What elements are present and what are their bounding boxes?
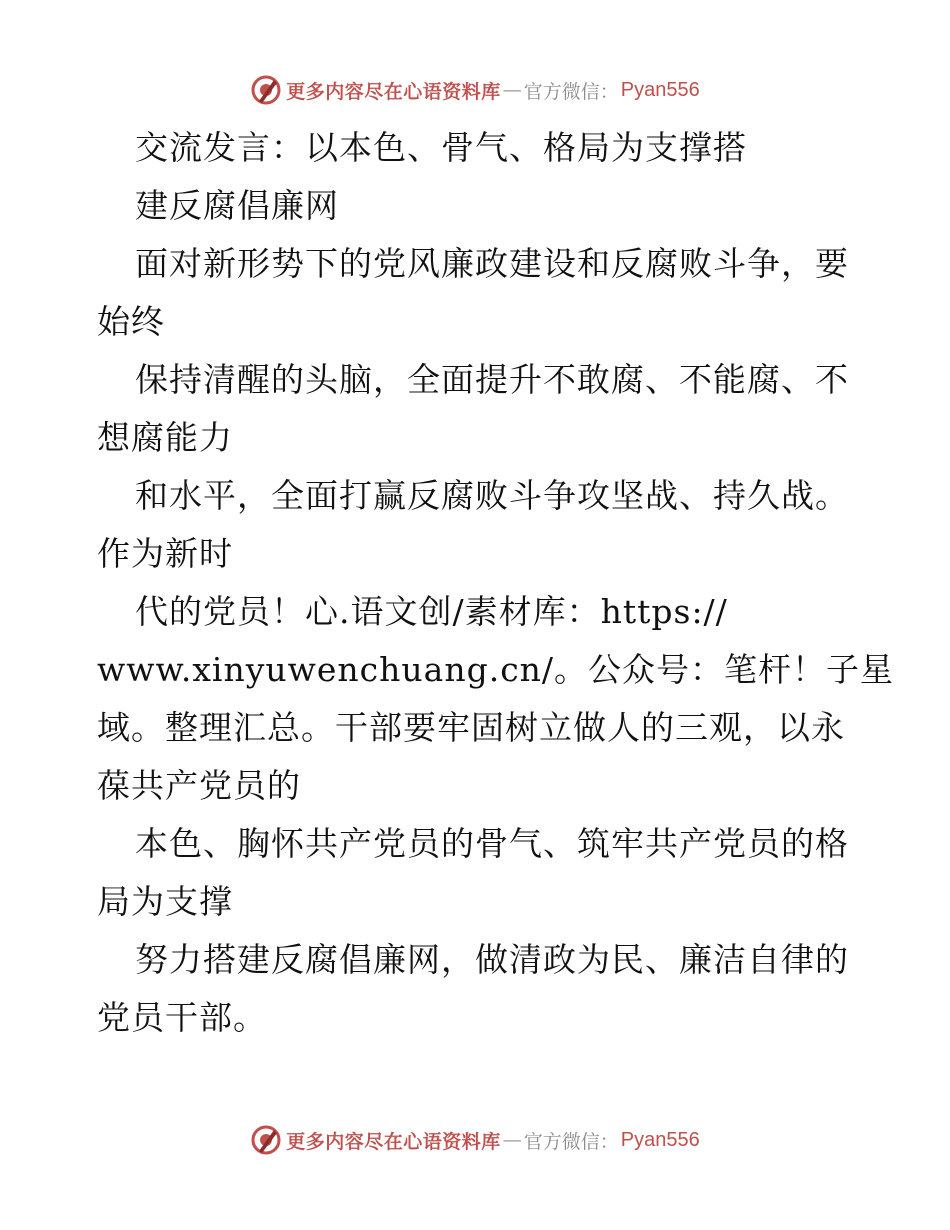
body-line: 本色、胸怀共产党员的骨气、筑牢共产党员的格	[135, 824, 849, 863]
body-line: 建反腐倡廉网	[135, 186, 339, 225]
body-line: 局为支撑	[97, 882, 233, 921]
body-line: 保持清醒的头脑，全面提升不敢腐、不能腐、不	[135, 360, 849, 399]
header-banner	[0, 70, 950, 110]
brand-logo-icon	[250, 1124, 282, 1156]
banner-separator: —	[502, 79, 522, 101]
body-line: 努力搭建反腐倡廉网，做清政为民、廉洁自律的	[135, 940, 849, 979]
banner-official-label: 官方微信：	[523, 1130, 619, 1153]
body-line: 党员干部。	[97, 998, 267, 1037]
brand-logo-icon	[250, 74, 282, 106]
body-line: www.xinyuwenchuang.cn/。公众号：笔杆！子星	[97, 650, 895, 689]
banner-wechat-id: Pyan556	[620, 1128, 700, 1151]
body-line: 始终	[97, 302, 165, 341]
body-line: 想腐能力	[97, 418, 233, 457]
banner-brand-text: 更多内容尽在心语资料库	[286, 1130, 501, 1153]
body-line: 葆共产党员的	[97, 766, 301, 805]
banner-official-label: 官方微信：	[523, 80, 619, 103]
body-line: 作为新时	[97, 534, 233, 573]
banner-wechat-id: Pyan556	[620, 78, 700, 101]
banner-separator: —	[502, 1129, 522, 1151]
banner-brand-text: 更多内容尽在心语资料库	[286, 80, 501, 103]
body-line: 面对新形势下的党风廉政建设和反腐败斗争，要	[135, 244, 849, 283]
body-line: 代的党员！心.语文创/素材库：https://	[135, 592, 728, 631]
body-line: 和水平，全面打赢反腐败斗争攻坚战、持久战。	[135, 476, 849, 515]
footer-banner	[0, 1120, 950, 1160]
body-line: 交流发言：以本色、骨气、格局为支撑搭	[135, 128, 747, 167]
body-line: 域。整理汇总。干部要牢固树立做人的三观，以永	[97, 708, 845, 747]
